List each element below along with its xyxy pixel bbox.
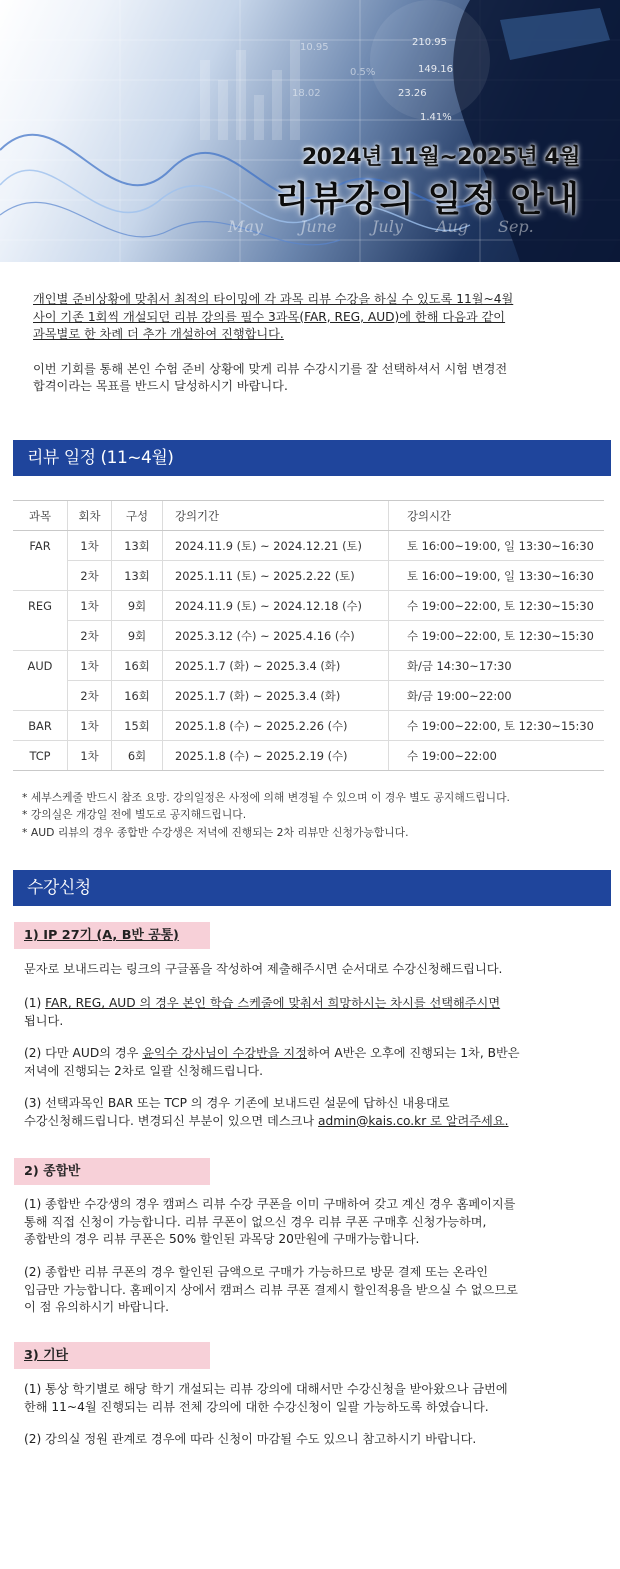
month-label: Aug <box>436 217 469 236</box>
paragraph <box>24 1095 589 1130</box>
cell-period: 2025.1.8 (수) ~ 2025.2.19 (수) <box>163 741 389 771</box>
paragraph-line: (2) 종합반 리뷰 쿠폰의 경우 할인된 금액으로 구매가 가능하므로 방문 결제 또는 온라인 <box>24 1265 489 1279</box>
cell-time: 토 16:00~19:00, 일 13:30~16:30 <box>389 531 605 561</box>
month-label: July <box>372 217 403 236</box>
cell-round: 1차 <box>68 591 112 621</box>
cell-time: 토 16:00~19:00, 일 13:30~16:30 <box>389 561 605 591</box>
cell-sessions: 9회 <box>112 591 163 621</box>
schedule-table <box>13 500 604 771</box>
paragraph-line: 문자로 보내드리는 링크의 구글폼을 작성하여 제출해주시면 순서대로 수강신청해드립니다. <box>24 962 503 976</box>
intro-paragraph <box>33 291 578 344</box>
subsection-tag-ip27 <box>14 922 210 949</box>
schedule-notes <box>22 789 510 841</box>
intro-text <box>33 291 578 413</box>
cell-period: 2025.1.11 (토) ~ 2025.2.22 (토) <box>163 561 389 591</box>
intro-line: 개인별 준비상황에 맞춰서 최적의 타이밍에 각 과목 리뷰 수강을 하실 수 있도록 11월~4월 <box>33 292 514 306</box>
month-label: June <box>300 217 337 236</box>
cell-round: 2차 <box>68 621 112 651</box>
paragraph-line: (1) <box>24 996 46 1010</box>
intro-line: 이번 기회를 통해 본인 수험 준비 상황에 맞게 리뷰 수강시기를 잘 선택하셔서 시험 변경전 <box>33 361 508 376</box>
subsection-tag-etc <box>14 1342 210 1369</box>
hero-banner <box>0 0 620 262</box>
ticker-value: 149.16 <box>418 64 453 75</box>
ticker-value: 23.26 <box>398 88 427 99</box>
ticker-value: 1.41% <box>420 112 452 123</box>
paragraph-line: 이 점 유의하시기 바랍니다. <box>24 1300 170 1315</box>
paragraph-line: (2) 다만 AUD의 경우 <box>24 1046 143 1060</box>
paragraph-line: 종합반의 경우 리뷰 쿠폰은 50% 할인된 과목당 20만원에 구매가능합니다. <box>24 1232 420 1247</box>
ticker-value: 10.95 <box>300 42 329 53</box>
column-header: 과목 <box>13 501 68 531</box>
table-row <box>13 741 604 771</box>
paragraph-line: 저녁에 진행되는 2차로 일괄 신청해드립니다. <box>24 1063 264 1078</box>
paragraph <box>24 1264 589 1317</box>
month-label: May <box>228 217 263 236</box>
subsection-tag-comprehensive <box>14 1158 210 1185</box>
paragraph-line: (1) 종합반 수강생의 경우 캠퍼스 리뷰 수강 쿠폰을 이미 구매하여 갖고 계신 경우 홈페이지를 <box>24 1197 516 1211</box>
cell-subject: AUD <box>27 658 53 673</box>
paragraph-line: 윤익수 강사님이 수강반을 지정 <box>142 1046 307 1060</box>
intro-paragraph <box>33 361 578 396</box>
cell-time: 화/금 14:30~17:30 <box>389 651 605 681</box>
cell-subject <box>13 681 68 711</box>
cell-sessions: 15회 <box>112 711 163 741</box>
cell-time: 수 19:00~22:00, 토 12:30~15:30 <box>389 621 605 651</box>
cell-subject: TCP <box>13 741 68 771</box>
paragraph-line: 한해 11~4월 진행되는 리뷰 전체 강의에 대한 수강신청이 일괄 가능하도록 하였습니다. <box>24 1399 489 1414</box>
paragraph-line: (2) 강의실 정원 관계로 경우에 따라 신청이 마감될 수도 있으니 참고하시기 바랍니다. <box>24 1432 477 1446</box>
cell-subject <box>13 621 68 651</box>
paragraph-line: FAR, REG, AUD 의 경우 본인 학습 스케줄에 맞춰서 희망하시는 차시를 선택해주시면 <box>45 996 501 1010</box>
column-header: 강의기간 <box>163 501 389 531</box>
cell-round: 1차 <box>68 651 112 681</box>
cell-time: 수 19:00~22:00, 토 12:30~15:30 <box>389 711 605 741</box>
ticker-value: 18.02 <box>292 88 321 99</box>
column-header: 구성 <box>112 501 163 531</box>
subsection-tag-label: 1) IP 27기 (A, B반 공통) <box>24 928 179 943</box>
schedule-section-header: 리뷰 일정 (11~4월) <box>13 440 611 476</box>
paragraph-line: 입금만 가능합니다. 홈페이지 상에서 캠퍼스 리뷰 쿠폰 결제시 할인적용을 받으실 수 없으므로 <box>24 1282 518 1297</box>
cell-sessions: 16회 <box>112 651 163 681</box>
paragraph <box>24 961 589 979</box>
table-header-row <box>13 501 604 531</box>
email-link[interactable]: admin@kais.co.kr 로 알려주세요. <box>318 1113 509 1128</box>
paragraph-line: (3) 선택과목인 BAR 또는 TCP 의 경우 기존에 보내드린 설문에 답하신 내용대로 <box>24 1096 450 1110</box>
cell-period: 2025.1.7 (화) ~ 2025.3.4 (화) <box>163 681 389 711</box>
paragraph-line: 통해 직접 신청이 가능합니다. 리뷰 쿠폰이 없으신 경우 리뷰 쿠폰 구매후 신청가능하며, <box>24 1214 487 1229</box>
paragraph <box>24 1196 589 1249</box>
column-header: 강의시간 <box>389 501 605 531</box>
enroll-section-header: 수강신청 <box>13 870 611 906</box>
hero-subtitle: 2024년 11월~2025년 4월 <box>301 145 580 170</box>
cell-period: 2025.3.12 (수) ~ 2025.4.16 (수) <box>163 621 389 651</box>
cell-sessions: 13회 <box>112 531 163 561</box>
intro-line: 사이 기존 1회씩 개설되던 리뷰 강의를 필수 3과목(FAR, REG, AUD)에 한해 다음과 같이 <box>33 309 506 324</box>
cell-round: 1차 <box>68 531 112 561</box>
table-row <box>13 621 604 651</box>
cell-time: 화/금 19:00~22:00 <box>389 681 605 711</box>
table-row <box>13 591 604 621</box>
cell-subject: FAR <box>29 538 51 553</box>
paragraph-line: 됩니다. <box>24 1013 64 1028</box>
table-row <box>13 531 604 561</box>
cell-round: 1차 <box>68 711 112 741</box>
table-row <box>13 711 604 741</box>
cell-period: 2024.11.9 (토) ~ 2024.12.21 (토) <box>163 531 389 561</box>
cell-time: 수 19:00~22:00 <box>389 741 605 771</box>
ticker-value: 210.95 <box>412 37 447 48</box>
paragraph <box>24 1431 589 1449</box>
paragraph-line: 하여 A반은 오후에 진행되는 1차, B반은 <box>306 1046 520 1060</box>
cell-time: 수 19:00~22:00, 토 12:30~15:30 <box>389 591 605 621</box>
hero-background-graphic <box>0 0 620 262</box>
cell-sessions: 13회 <box>112 561 163 591</box>
paragraph <box>24 1381 589 1416</box>
table-row <box>13 561 604 591</box>
paragraph-line: (1) 통상 학기별로 해당 학기 개설되는 리뷰 강의에 대해서만 수강신청을 받아왔으나 금번에 <box>24 1382 508 1396</box>
paragraph <box>24 995 589 1030</box>
ticker-value: 0.5% <box>350 67 376 78</box>
cell-subject: BAR <box>13 711 68 741</box>
cell-sessions: 16회 <box>112 681 163 711</box>
intro-line: 합격이라는 목표를 반드시 달성하시기 바랍니다. <box>33 379 288 394</box>
table-row <box>13 681 604 711</box>
cell-round: 2차 <box>68 681 112 711</box>
cell-period: 2025.1.7 (화) ~ 2025.3.4 (화) <box>163 651 389 681</box>
hero-title: 리뷰강의 일정 안내 <box>275 180 580 220</box>
note-line: * 강의실은 개강일 전에 별도로 공지해드립니다. <box>22 808 247 822</box>
intro-line: 과목별로 한 차례 더 추가 개설하여 진행합니다. <box>33 327 284 342</box>
column-header: 회차 <box>68 501 112 531</box>
month-label: Sep. <box>498 217 534 236</box>
cell-round: 2차 <box>68 561 112 591</box>
cell-period: 2024.11.9 (토) ~ 2024.12.18 (수) <box>163 591 389 621</box>
note-line: * 세부스케줄 반드시 참조 요망. 강의일정은 사정에 의해 변경될 수 있으며 이 경우 별도 공지해드립니다. <box>22 791 510 804</box>
note-line: * AUD 리뷰의 경우 종합반 수강생은 저녁에 진행되는 2차 리뷰만 신청가능합니다. <box>22 825 409 839</box>
cell-sessions: 9회 <box>112 621 163 651</box>
cell-period: 2025.1.8 (수) ~ 2025.2.26 (수) <box>163 711 389 741</box>
paragraph <box>24 1045 589 1080</box>
cell-subject: REG <box>28 598 52 613</box>
subsection-tag-label: 3) 기타 <box>24 1348 68 1363</box>
cell-round: 1차 <box>68 741 112 771</box>
cell-subject <box>13 561 68 591</box>
paragraph-line: 수강신청해드립니다. 변경되신 부분이 있으면 데스크나 <box>24 1113 319 1128</box>
table-row <box>13 651 604 681</box>
cell-sessions: 6회 <box>112 741 163 771</box>
subsection-tag-label: 2) 종합반 <box>24 1164 81 1179</box>
